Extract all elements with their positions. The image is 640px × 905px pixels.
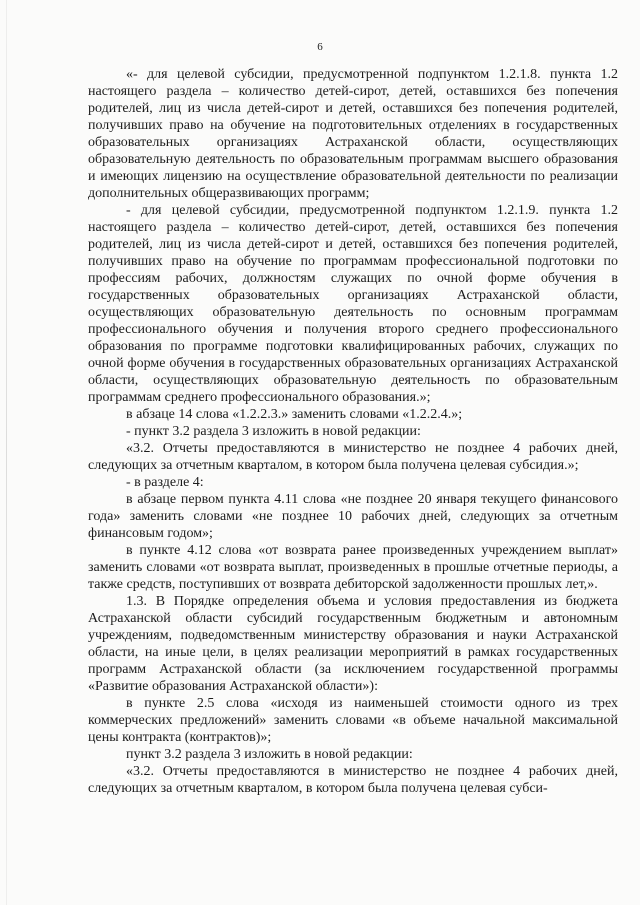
paragraph-6: - в разделе 4: bbox=[126, 475, 204, 490]
paragraph-12: «3.2. Отчеты предоставляются в министерство не позднее 4 рабочих дней, следующих за отчетным кварталом, в котором была получена целевая субси- bbox=[88, 764, 618, 796]
paragraph-1: «- для целевой субсидии, предусмотренной подпунктом 1.2.1.8. пункта 1.2 настоящего раздела – количество детей-сирот, детей, оставшихся без попечения родителей, лиц из числа детей-сирот и детей, оставшихся без попечения родителей, получивших право на обучение на подготовительных отделениях в государственных образовательных организациях Астраханской области, осуществляющих образовательную деятельность по образовательным программам высшего образования и имеющих лицензию на осуществление образовательной деятельности по реализации дополнительных общеразвивающих программ; bbox=[88, 67, 618, 201]
paragraph-3: в абзаце 14 слова «1.2.2.3.» заменить словами «1.2.2.4.»; bbox=[126, 407, 463, 422]
paragraph-5: «3.2. Отчеты предоставляются в министерство не позднее 4 рабочих дней, следующих за отчетным кварталом, в котором была получена целевая субсидия.»; bbox=[88, 441, 618, 473]
paragraph-7: в абзаце первом пункта 4.11 слова «не позднее 20 января текущего финансового года» заменить словами «не позднее 10 рабочих дней, следующих за отчетным финансовым годом»; bbox=[88, 492, 618, 541]
paragraph-4: - пункт 3.2 раздела 3 изложить в новой редакции: bbox=[126, 424, 421, 439]
scan-edge bbox=[6, 0, 7, 905]
page-number: 6 bbox=[317, 41, 323, 53]
document-body bbox=[88, 66, 618, 797]
paragraph-2: - для целевой субсидии, предусмотренной подпунктом 1.2.1.9. пункта 1.2 настоящего раздела – количество детей-сирот, детей, оставшихся без попечения родителей, лиц из числа детей-сирот и детей, оставшихся без попечения родителей, получивших право на обучение по программам профессиональной подготовки по профессиям рабочих, должностям служащих по очной форме обучения в государственных образовательных организациях Астраханской области, осуществляющих образовательную деятельность по основным программам профессионального обучения и получения второго среднего профессионального образования по программе подготовки квалифицированных рабочих, служащих по очной форме обучения в государственных образовательных организациях Астраханской области, осуществляющих образовательную деятельность по образовательным программам среднего профессионального образования.»; bbox=[88, 203, 618, 405]
paragraph-10: в пункте 2.5 слова «исходя из наименьшей стоимости одного из трех коммерческих предложений» заменить словами «в объеме начальной максимальной цены контракта (контрактов)»; bbox=[88, 696, 618, 745]
paragraph-11: пункт 3.2 раздела 3 изложить в новой редакции: bbox=[126, 747, 413, 762]
paragraph-9: 1.3. В Порядке определения объема и условия предоставления из бюджета Астраханской области субсидий государственным бюджетным и автономным учреждениям, подведомственным министерству образования и науки Астраханской области, на иные цели, в целях реализации мероприятий в рамках государственных программ Астраханской области (за исключением государственной программы «Развитие образования Астраханской области»): bbox=[88, 594, 618, 694]
paragraph-8: в пункте 4.12 слова «от возврата ранее произведенных учреждением выплат» заменить словами «от возврата выплат, произведенных в прошлые отчетные периоды, а также средств, поступивших от возврата дебиторской задолженности прошлых лет,». bbox=[88, 543, 618, 592]
